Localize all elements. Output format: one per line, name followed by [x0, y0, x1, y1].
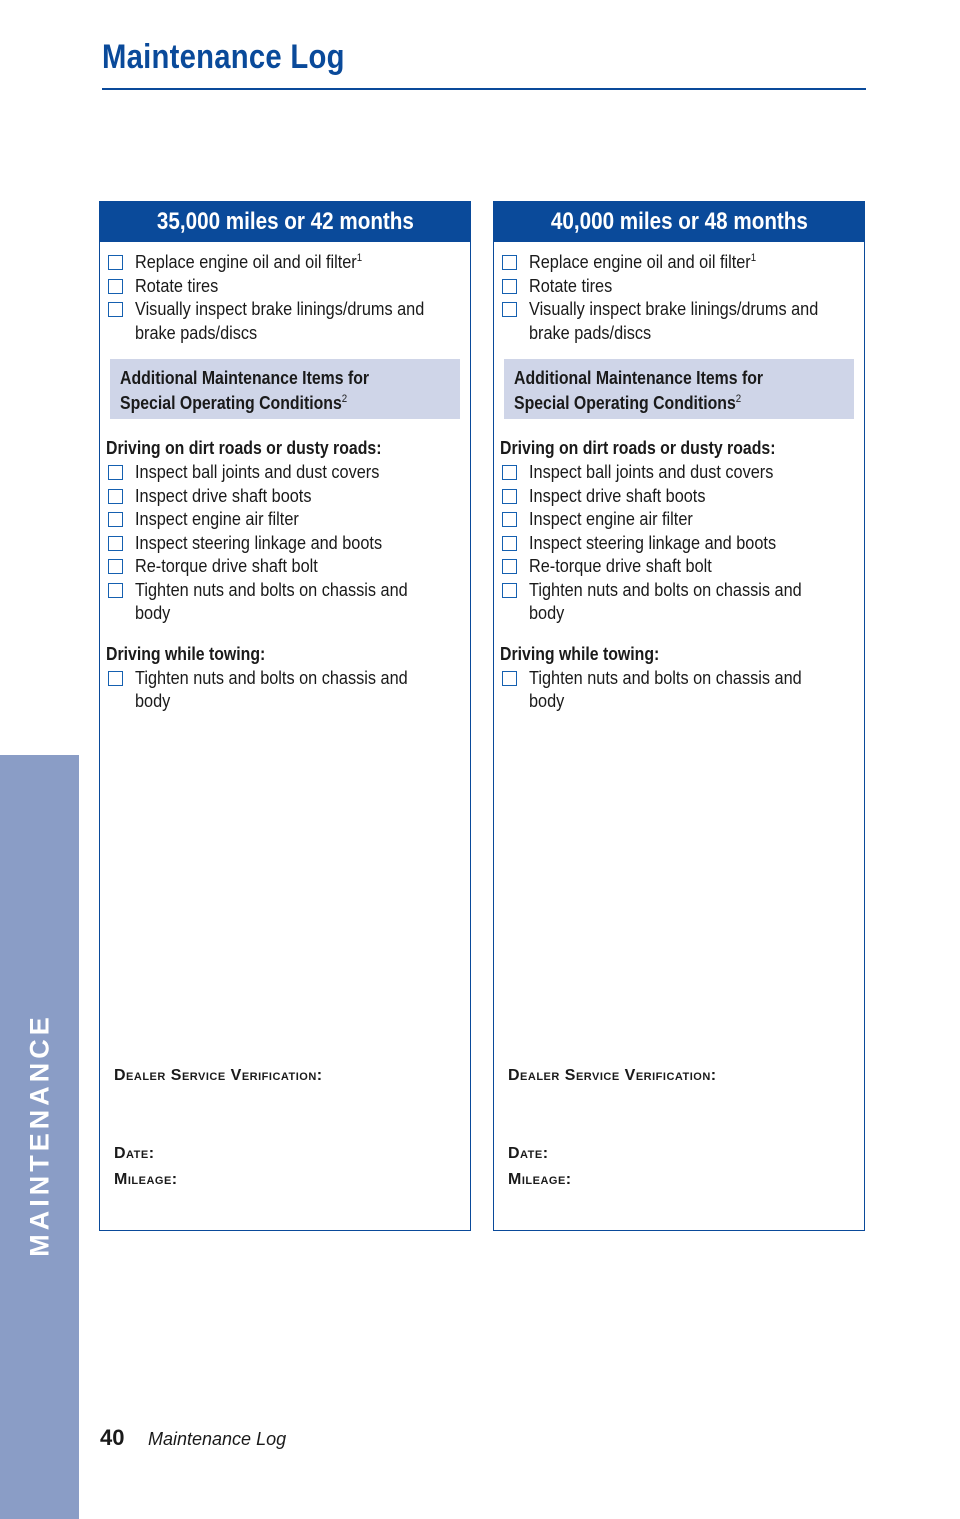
special-conditions-box: Additional Maintenance Items for Special Operating Conditions$^2$: [504, 359, 854, 419]
special-conditions-box: Additional Maintenance Items for Special Operating Conditions$^2$: [110, 359, 460, 419]
checkbox-icon[interactable]: [108, 512, 123, 527]
mileage-label: Mileage:: [508, 1171, 572, 1188]
checkbox-icon[interactable]: [502, 583, 517, 598]
list-item: Tighten nuts and bolts on chassis and body: [500, 666, 858, 713]
checkbox-icon[interactable]: [502, 671, 517, 686]
checkbox-icon[interactable]: [108, 465, 123, 480]
list-item: Inspect engine air filter: [500, 507, 858, 531]
group-heading-towing: Driving while towing:: [500, 643, 660, 664]
maintenance-card-40000: [493, 201, 865, 1231]
page-title: Maintenance Log: [102, 38, 345, 76]
list-item: Inspect ball joints and dust covers: [500, 460, 858, 484]
mileage-label: Mileage:: [114, 1171, 178, 1188]
checkbox-icon[interactable]: [502, 536, 517, 551]
list-item: Replace engine oil and oil filter$^1$: [106, 250, 464, 274]
list-item: Tighten nuts and bolts on chassis and body: [106, 666, 464, 713]
maintenance-card-35000: [99, 201, 471, 1231]
list-item: Replace engine oil and oil filter$^1$: [500, 250, 858, 274]
list-item: Visually inspect brake linings/drums and brake pads/discs: [500, 297, 858, 344]
list-item: Inspect ball joints and dust covers: [106, 460, 464, 484]
list-item: Rotate tires: [106, 274, 464, 298]
dealer-verification-label: Dealer Service Verification:: [508, 1067, 717, 1084]
list-item: Rotate tires: [500, 274, 858, 298]
towing-items: [100, 665, 470, 713]
checkbox-icon[interactable]: [502, 489, 517, 504]
checkbox-icon[interactable]: [502, 255, 517, 270]
side-tab-label: MAINTENANCE: [24, 1013, 55, 1257]
checkbox-icon[interactable]: [108, 536, 123, 551]
date-label: Date:: [508, 1145, 549, 1162]
list-item: Inspect drive shaft boots: [106, 484, 464, 508]
checkbox-icon[interactable]: [108, 255, 123, 270]
checkbox-icon[interactable]: [108, 302, 123, 317]
date-label: Date:: [114, 1145, 155, 1162]
title-divider: [102, 88, 866, 90]
checkbox-icon[interactable]: [502, 512, 517, 527]
dusty-roads-items: [100, 459, 470, 625]
dealer-verification-label: Dealer Service Verification:: [114, 1067, 323, 1084]
card-header: 40,000 miles or 48 months: [494, 201, 864, 242]
checkbox-icon[interactable]: [108, 279, 123, 294]
standard-items: [494, 242, 864, 344]
list-item: Inspect steering linkage and boots: [106, 531, 464, 555]
checkbox-icon[interactable]: [108, 559, 123, 574]
list-item: Inspect engine air filter: [106, 507, 464, 531]
list-item: Re-torque drive shaft bolt: [500, 554, 858, 578]
checkbox-icon[interactable]: [108, 489, 123, 504]
dusty-roads-items: [494, 459, 864, 625]
footer-section-label: Maintenance Log: [148, 1429, 287, 1449]
list-item: Tighten nuts and bolts on chassis and body: [106, 578, 464, 625]
list-item: Inspect drive shaft boots: [500, 484, 858, 508]
checkbox-icon[interactable]: [502, 279, 517, 294]
checkbox-icon[interactable]: [502, 559, 517, 574]
list-item: Tighten nuts and bolts on chassis and body: [500, 578, 858, 625]
list-item: Visually inspect brake linings/drums and brake pads/discs: [106, 297, 464, 344]
checkbox-icon[interactable]: [108, 583, 123, 598]
checkbox-icon[interactable]: [502, 302, 517, 317]
checkbox-icon[interactable]: [502, 465, 517, 480]
checkbox-icon[interactable]: [108, 671, 123, 686]
standard-items: [100, 242, 470, 344]
group-heading-dusty-roads: Driving on dirt roads or dusty roads:: [106, 438, 382, 458]
group-heading-dusty-roads: Driving on dirt roads or dusty roads:: [500, 438, 776, 458]
towing-items: [494, 665, 864, 713]
list-item: Re-torque drive shaft bolt: [106, 554, 464, 578]
list-item: Inspect steering linkage and boots: [500, 531, 858, 555]
page-number: 40: [100, 1425, 125, 1450]
group-heading-towing: Driving while towing:: [106, 643, 266, 664]
card-header: 35,000 miles or 42 months: [100, 201, 470, 242]
